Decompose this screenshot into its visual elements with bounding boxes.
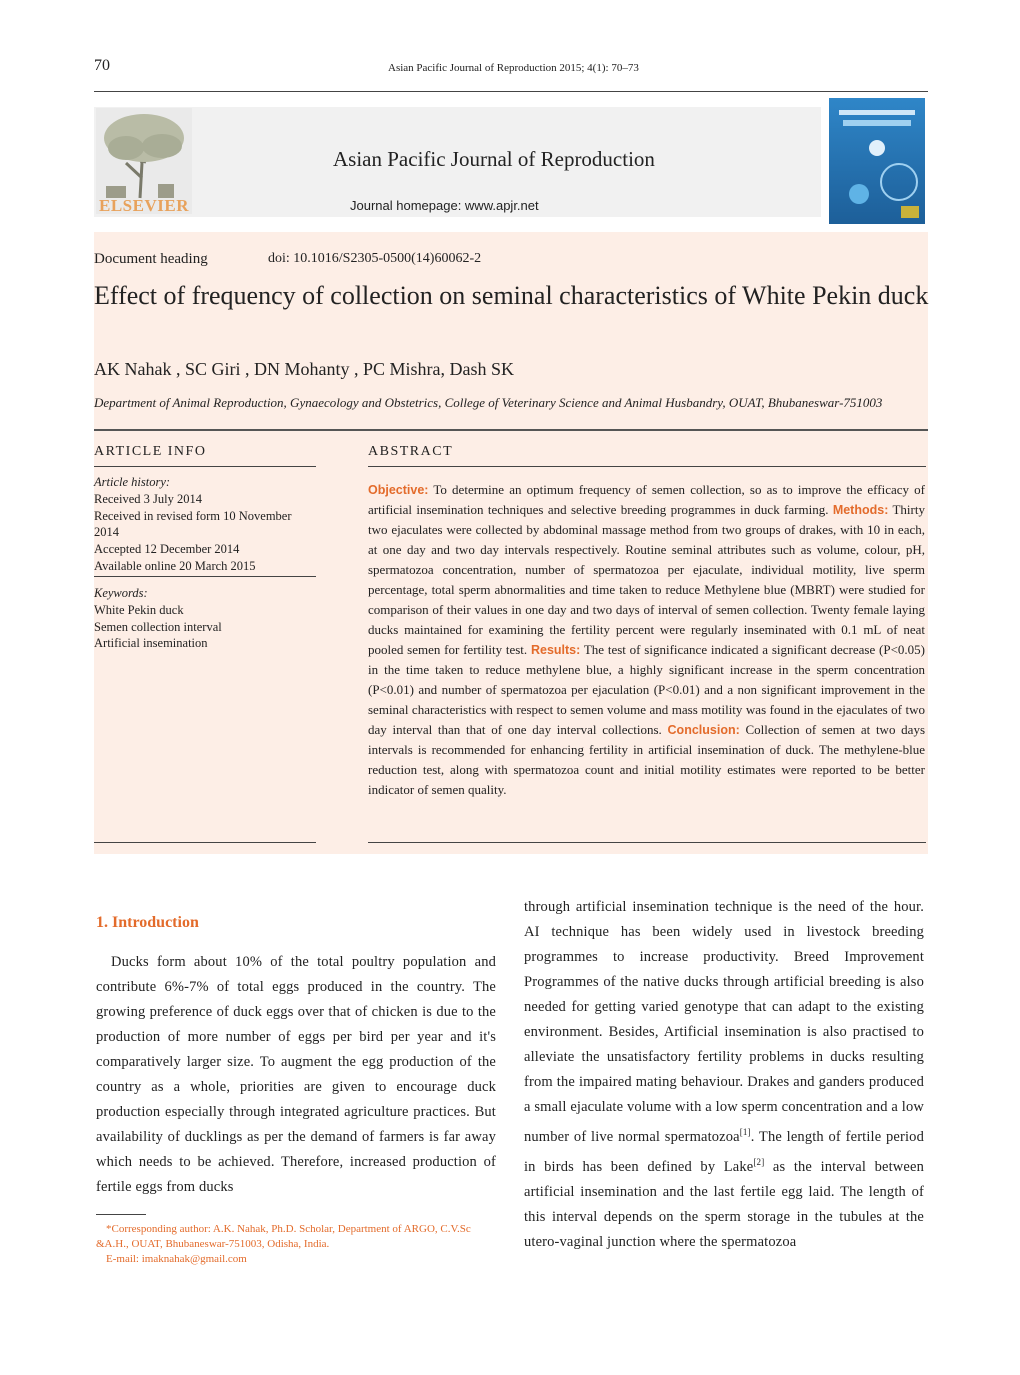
page-number: 70 xyxy=(94,57,110,74)
abstract-heading: ABSTRACT xyxy=(368,444,454,459)
author-email[interactable]: E-mail: imaknahak@gmail.com xyxy=(106,1253,247,1265)
footnote-rule xyxy=(96,1214,146,1215)
methods-label: Methods: xyxy=(832,503,889,517)
keyword-item: Semen collection interval xyxy=(94,619,222,634)
objective-label: Objective: xyxy=(368,483,429,497)
keywords-label: Keywords: xyxy=(94,586,148,600)
intro-paragraph-left: Ducks form about 10% of the total poultry population and contribute 6%-7% of total eggs produced in the country. The growing preference of duck eggs over that of chicken is due to the production of more number of eggs per bird per year and it's comparatively larger size. To augment the egg production of the country as a whole, priorities are given to encourage duck production especially through integrated agriculture practices. But availability of ducklings as per the demand of farmers is far away which needs to be achieved. Therefore, increased production of fertile eggs from ducks xyxy=(96,954,496,1195)
conclusion-label: Conclusion: xyxy=(667,723,740,737)
abstract-bottom-rule xyxy=(368,842,926,843)
front-matter-rule xyxy=(94,429,928,431)
article-info-bottom-rule xyxy=(94,842,316,843)
intro-right-text-2: . The length of fertile period in birds has been defined by Lake xyxy=(524,1128,924,1175)
corresponding-author-footnote xyxy=(96,1222,506,1267)
introduction-heading: 1. Introduction xyxy=(96,914,199,931)
journal-cover-icon[interactable] xyxy=(829,98,925,224)
article-info-heading: ARTICLE INFO xyxy=(94,444,207,459)
keywords-rule xyxy=(94,576,316,577)
article-info-rule xyxy=(94,466,316,467)
history-received: Received 3 July 2014 xyxy=(94,491,202,506)
affiliation: Department of Animal Reproduction, Gynaecology and Obstetrics, College of Veterinary Science and Animal Husbandry, OUAT, Bhubaneswar-751003 xyxy=(94,395,883,410)
citation-ref-1[interactable]: [1] xyxy=(739,1127,751,1137)
keywords-block xyxy=(94,585,316,652)
results-label: Results: xyxy=(530,643,581,657)
running-head: Asian Pacific Journal of Reproduction 2015; 4(1): 70–73 xyxy=(388,62,639,74)
keyword-item: White Pekin duck xyxy=(94,602,184,617)
objective-text: To determine an optimum frequency of semen collection, so as to improve the efficacy of artificial insemination techniques and selective breeding programmes in duck farming. xyxy=(368,482,925,517)
article-history xyxy=(94,474,316,575)
corresponding-author: *Corresponding author: A.K. Nahak, Ph.D. Scholar, Department of ARGO, C.V.Sc &A.H., OUAT, Bhubaneswar-751003, Odisha, India. xyxy=(96,1223,471,1250)
keyword-item: Artificial insemination xyxy=(94,636,208,651)
journal-homepage[interactable]: Journal homepage: www.apjr.net xyxy=(350,198,539,213)
results-text: The test of significance indicated a significant decrease (P<0.05) in the time taken to reduce methylene blue, a highly significant increase in the sperm concentration (P<0.01) and number of spermatozoa per ejaculation (P<0.01) and a non significant improvement in the seminal characteristics with respect to semen volume and mass motility was found in the ejaculates of two day interval than that of one day interval collections. xyxy=(368,642,925,737)
citation-ref-2[interactable]: [2] xyxy=(753,1156,765,1167)
header-rule xyxy=(94,91,928,92)
intro-right-text-3: as the interval between artificial insemination and the last fertile egg laid. The length of this interval depends on the sperm storage in the tubules at the utero-vaginal junction where the spermatozoa xyxy=(524,1158,924,1250)
abstract-text xyxy=(368,480,925,800)
elsevier-wordmark: ELSEVIER xyxy=(99,196,189,215)
history-label: Article history: xyxy=(94,475,171,489)
history-revised: Received in revised form 10 November 2014 xyxy=(94,508,292,540)
methods-text: Thirty two ejaculates were collected by abdominal massage method from two groups of drakes, with 10 in each, at one day and two day intervals respectively. Routine seminal attributes such as volume, colour, pH, spermatozoa concentration, number of spermatozoa per ejaculate, individual motility, live sperm percentage, total sperm abnormalities and time taken to reduce Methylene blue (MBRT) were studied for comparison of their values in one day and two days of interval of semen collection. Twenty female laying ducks maintained for examining the fertility percent were regularly inseminated with 0.1 mL of neat pooled semen for fertility test. xyxy=(368,502,925,657)
abstract-rule xyxy=(368,466,926,467)
author-list: AK Nahak , SC Giri , DN Mohanty , PC Mishra, Dash SK xyxy=(94,359,514,379)
elsevier-logo[interactable] xyxy=(96,108,192,214)
journal-name: Asian Pacific Journal of Reproduction xyxy=(333,147,655,171)
intro-right-text-1: through artificial insemination technique is the need of the hour. AI technique has been widely used in livestock breeding programmes to increase productivity. Breed Improvement Programmes of the native ducks through artificial breeding is also needed for getting varied genotype that can adapt to the existing environment. Besides, Artificial insemination is also practised to alleviate the unsatisfactory fertility problems in ducks resulting from the impaired mating behaviour. Drakes and ganders produced a small ejaculate volume with a low sperm concentration and a low number of live normal spermatozoa xyxy=(524,899,924,1145)
document-heading: Document heading xyxy=(94,251,208,267)
doi-link[interactable]: doi: 10.1016/S2305-0500(14)60062-2 xyxy=(268,251,482,266)
history-accepted: Accepted 12 December 2014 xyxy=(94,542,240,557)
history-online: Available online 20 March 2015 xyxy=(94,558,256,573)
conclusion-text: Collection of semen at two days intervals is recommended for enhancing fertility in artificial insemination of duck. The methylene-blue reduction test, along with spermatozoa count and initial motility estimates were reported to be better indicator of semen quality. xyxy=(368,722,926,797)
article-title: Effect of frequency of collection on seminal characteristics of White Pekin duck xyxy=(94,281,929,310)
intro-paragraph-right xyxy=(524,895,924,1255)
